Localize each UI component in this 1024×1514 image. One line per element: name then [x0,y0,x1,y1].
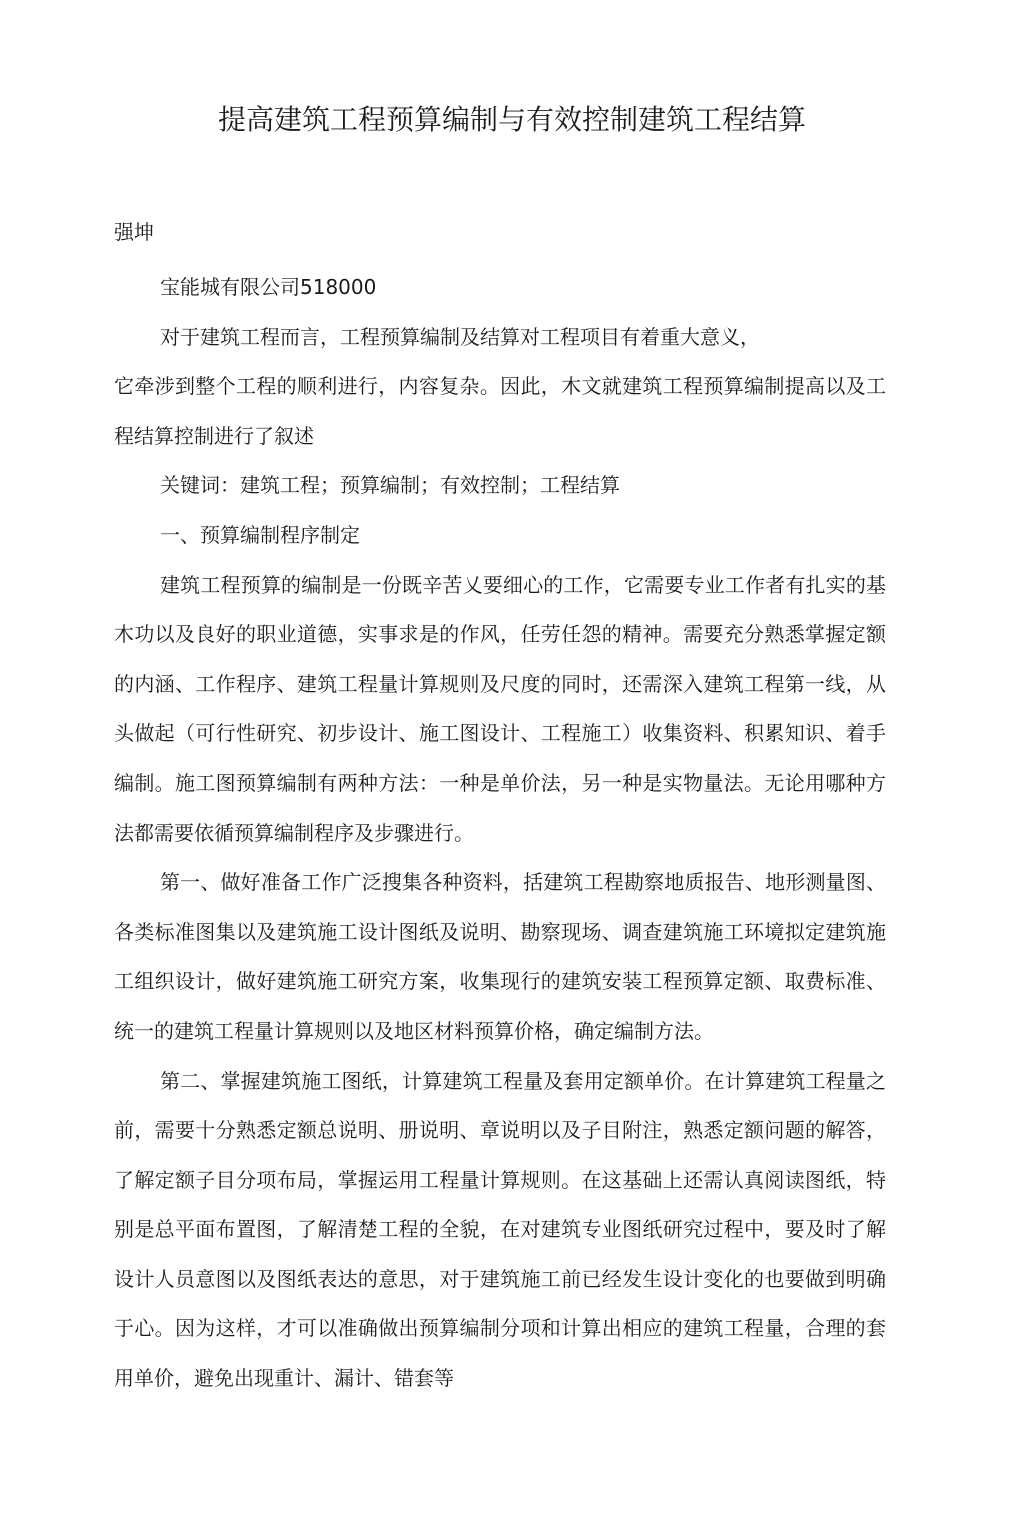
section-heading: 一、预算编制程序制定 [160,522,360,547]
keywords-line: 关键词：建筑工程；预算编制；有效控制；工程结算 [160,473,620,498]
document-title: 提高建筑工程预算编制与有效控制建筑工程结算 [217,103,806,136]
affiliation-line: 宝能城有限公司518000 [160,275,377,299]
paragraph-1: 建筑工程预算的编制是一份既辛苦乂要细心的工作，它需要专业工作者有扎实的基木功以及良好的职业道德，实事求是的作风，任劳任怨的精神。需要充分熟悉掌握定额的内涵、工作程序、建筑工程量计算规则及尺度的同时，还需深入建筑工程第一线，从头做起（可行性研究、初步设计、施工图设计、工程施工）收集资料、积累知识、着手编制。施工图预算编制有两种方法：一种是单价法，另一种是实物量法。无论用哪种方法都需要依循预算编制程序及步骤进行。 [114,572,886,845]
document-body [114,263,886,1404]
paragraph-3: 第二、掌握建筑施工图纸，计算建筑工程量及套用定额单价。在计算建筑工程量之前，需要十分熟悉定额总说明、册说明、章说明以及子目附注，熟悉定额问题的解答，了解定额子目分项布局，掌握运用工程量计算规则。在这基础上还需认真阅读图纸，特别是总平面布置图，了解清楚工程的全貌，在对建筑专业图纸研究过程中，要及时了解设计人员意图以及图纸表达的意思，对于建筑施工前已经发生设计变化的也要做到明确于心。因为这样，才可以准确做出预算编制分项和计算出相应的建筑工程量，合理的套用单价，避免出现重计、漏计、错套等 [114,1068,886,1391]
abstract-first-line: 对于建筑工程而言，工程预算编制及结算对工程项目有着重大意义， [160,324,760,349]
paragraph-2: 第一、做好准备工作广泛搜集各种资料，括建筑工程勘察地质报告、地形测量图、各类标准图集以及建筑施工设计图纸及说明、勘察现场、调查建筑施工环境拟定建筑施工组织设计，做好建筑施工研究方案，收集现行的建筑安装工程预算定额、取费标准、统一的建筑工程量计算规则以及地区材料预算价格，确定编制方法。 [114,870,886,1043]
author-name: 强坤 [114,220,154,244]
abstract-continuation: 它牵涉到整个工程的顺利进行，内容复杂。因此，木文就建筑工程预算编制提高以及工程结算控制进行了叙述 [114,374,886,448]
